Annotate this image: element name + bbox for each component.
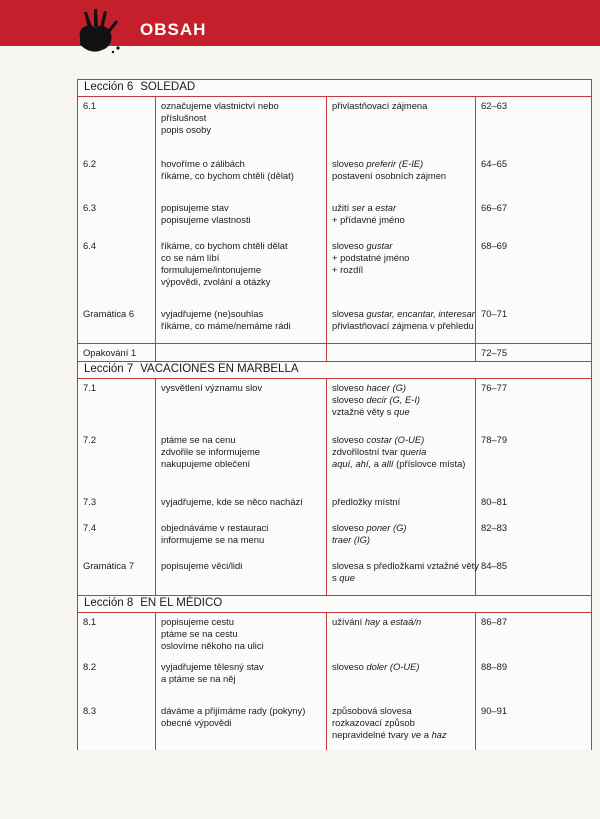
lesson-number: Gramática 6: [78, 305, 156, 343]
communication-functions: [156, 431, 327, 493]
grammar-line: + rozdíl: [332, 264, 364, 275]
lesson-number: 8.1: [78, 613, 156, 658]
lesson-number: 6.3: [78, 199, 156, 237]
page-range: 78–79: [481, 434, 508, 445]
function-line: co se nám líbí: [161, 252, 220, 263]
communication-functions: [156, 519, 327, 557]
page-range: 90–91: [481, 705, 508, 716]
lesson-number: 6.1: [78, 97, 156, 155]
function-line: nakupujeme oblečení: [161, 458, 251, 469]
grammar-line: + podstatné jméno: [332, 252, 410, 263]
function-line: dáváme a přijímáme rady (pokyny): [161, 705, 306, 716]
lesson-number: 7.1: [78, 379, 156, 431]
function-line: vyjadřujeme (ne)souhlas: [161, 308, 264, 319]
communication-functions: [156, 237, 327, 305]
table-row: [78, 613, 591, 658]
page-range: 84–85: [481, 560, 508, 571]
grammar-line: traer (IG): [332, 534, 371, 545]
communication-functions: [156, 97, 327, 155]
function-line: obecné výpovědi: [161, 717, 232, 728]
grammar-line: vztažné věty s que: [332, 406, 410, 417]
lesson-number: Gramática 7: [78, 557, 156, 595]
lesson-name: EN EL MÉDICO: [140, 597, 223, 609]
lesson-number: 6.2: [78, 155, 156, 199]
grammar-topics: [327, 237, 476, 305]
grammar-topics: [327, 305, 476, 343]
function-line: příslušnost: [161, 112, 207, 123]
lesson-number: 7.2: [78, 431, 156, 493]
review-label: Opakování 1: [78, 344, 156, 361]
grammar-line: sloveso preferir (E-IE): [332, 158, 424, 169]
table-row: [78, 493, 591, 519]
grammar-line: + přídavné jméno: [332, 214, 405, 225]
lesson-name: SOLEDAD: [140, 81, 196, 93]
function-line: říkáme, co máme/nemáme rádi: [161, 320, 291, 331]
table-row: [78, 431, 591, 493]
lesson-number: 8.3: [78, 702, 156, 750]
grammar-line: sloveso gustar: [332, 240, 393, 251]
grammar-line: sloveso poner (G): [332, 522, 407, 533]
lesson-label: Lección 7: [84, 363, 134, 375]
function-line: objednáváme v restauraci: [161, 522, 269, 533]
page-range: 80–81: [481, 496, 508, 507]
function-line: oslovíme někoho na ulici: [161, 640, 264, 651]
empty-cell: [156, 344, 327, 361]
function-line: říkáme, co bychom chtěli (dělat): [161, 170, 294, 181]
table-row: [78, 557, 591, 596]
communication-functions: [156, 658, 327, 702]
communication-functions: [156, 305, 327, 343]
page-range: 70–71: [481, 308, 508, 319]
page-range: 76–77: [481, 382, 508, 393]
function-line: ptáme se na cenu: [161, 434, 236, 445]
grammar-topics: [327, 199, 476, 237]
grammar-topics: [327, 97, 476, 155]
communication-functions: [156, 702, 327, 750]
grammar-topics: [327, 155, 476, 199]
page-title: OBSAH: [140, 20, 207, 39]
table-row: [78, 519, 591, 557]
grammar-topics: [327, 702, 476, 750]
lesson-label: Lección 6: [84, 81, 134, 93]
page-range: 66–67: [481, 202, 508, 213]
grammar-topics: [327, 613, 476, 658]
function-line: vysvětlení významu slov: [161, 382, 263, 393]
function-line: a ptáme se na něj: [161, 673, 236, 684]
table-row: [78, 658, 591, 702]
function-line: ptáme se na cestu: [161, 628, 238, 639]
grammar-line: předložky místní: [332, 496, 401, 507]
table-row: [78, 155, 591, 199]
function-line: hovoříme o zálibách: [161, 158, 245, 169]
grammar-line: nepravidelné tvary ve a haz: [332, 729, 447, 740]
lesson-number: 7.4: [78, 519, 156, 557]
grammar-line: slovesa gustar, encantar, interesar: [332, 308, 475, 319]
lesson-header: [78, 596, 591, 613]
grammar-line: sloveso decir (G, E-I): [332, 394, 421, 405]
function-line: popisujeme vlastnosti: [161, 214, 251, 225]
grammar-topics: [327, 379, 476, 431]
page-range: 82–83: [481, 522, 508, 533]
review-row: [78, 344, 591, 362]
lesson-number: 7.3: [78, 493, 156, 519]
communication-functions: [156, 557, 327, 595]
communication-functions: [156, 199, 327, 237]
table-row: [78, 305, 591, 344]
lesson-header: [78, 80, 591, 97]
function-line: vyjadřujeme tělesný stav: [161, 661, 264, 672]
table-of-contents: [77, 79, 592, 750]
grammar-line: sloveso hacer (G): [332, 382, 406, 393]
function-line: informujeme se na menu: [161, 534, 265, 545]
page-range: 68–69: [481, 240, 508, 251]
lesson-number: 8.2: [78, 658, 156, 702]
communication-functions: [156, 155, 327, 199]
lesson-name: VACACIONES EN MARBELLA: [140, 363, 299, 375]
grammar-line: s que: [332, 572, 355, 583]
function-line: říkáme, co bychom chtěli dělat: [161, 240, 288, 251]
function-line: vyjadřujeme, kde se něco nachází: [161, 496, 303, 507]
grammar-line: způsobová slovesa: [332, 705, 412, 716]
review-pages: 72–75: [481, 347, 508, 358]
table-row: [78, 97, 591, 155]
page-range: 64–65: [481, 158, 508, 169]
page-range: 62–63: [481, 100, 508, 111]
communication-functions: [156, 493, 327, 519]
grammar-line: zdvořilostní tvar queria: [332, 446, 427, 457]
empty-cell: [327, 344, 476, 361]
function-line: popisujeme stav: [161, 202, 229, 213]
table-row: [78, 702, 591, 750]
communication-functions: [156, 613, 327, 658]
function-line: výpovědi, zvolání a otázky: [161, 276, 271, 287]
function-line: popis osoby: [161, 124, 212, 135]
function-line: zdvořile se informujeme: [161, 446, 260, 457]
lesson-label: Lección 8: [84, 597, 134, 609]
grammar-topics: [327, 431, 476, 493]
grammar-topics: [327, 658, 476, 702]
grammar-line: sloveso doler (O-UE): [332, 661, 420, 672]
function-line: popisujeme cestu: [161, 616, 234, 627]
grammar-line: postavení osobních zájmen: [332, 170, 447, 181]
function-line: označujeme vlastnictví nebo: [161, 100, 279, 111]
function-line: popisujeme věci/lidi: [161, 560, 243, 571]
grammar-line: přivlastňovací zájmena: [332, 100, 428, 111]
communication-functions: [156, 379, 327, 431]
function-line: formulujeme/intonujeme: [161, 264, 262, 275]
grammar-line: slovesa s předložkami vztažné věty: [332, 560, 479, 571]
grammar-line: aquí, ahí, a allí (příslovce místa): [332, 458, 466, 469]
grammar-line: užití ser a estar: [332, 202, 397, 213]
table-row: [78, 199, 591, 237]
page-range: 86–87: [481, 616, 508, 627]
lesson-header: [78, 362, 591, 379]
table-row: [78, 237, 591, 305]
grammar-line: přivlastňovací zájmena v přehledu: [332, 320, 474, 331]
grammar-line: rozkazovací způsob: [332, 717, 415, 728]
grammar-line: sloveso costar (O-UE): [332, 434, 425, 445]
grammar-line: užívání hay a estaá/n: [332, 616, 422, 627]
table-row: [78, 379, 591, 431]
page-range: 88–89: [481, 661, 508, 672]
grammar-topics: [327, 557, 479, 595]
grammar-topics: [327, 493, 476, 519]
grammar-topics: [327, 519, 476, 557]
hand-print-icon: [72, 8, 124, 58]
lesson-number: 6.4: [78, 237, 156, 305]
